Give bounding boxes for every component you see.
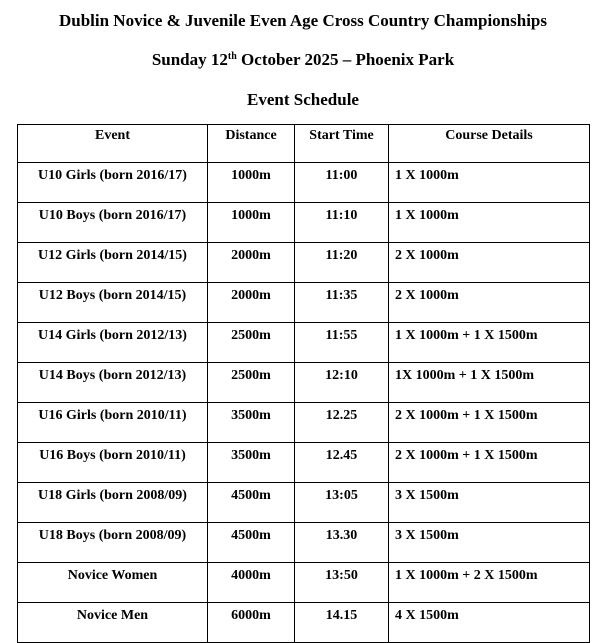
start-time-cell: 12.45 (295, 443, 389, 483)
schedule-heading: Event Schedule (247, 90, 359, 109)
start-time-cell: 11:10 (295, 203, 389, 243)
event-cell: U18 Boys (born 2008/09) (18, 523, 208, 563)
event-cell: U16 Boys (born 2010/11) (18, 443, 208, 483)
course-details-cell: 1 X 1000m + 1 X 1500m (389, 323, 590, 363)
start-time-cell: 13:05 (295, 483, 389, 523)
table-row (18, 483, 590, 523)
start-time-cell: 12:10 (295, 363, 389, 403)
start-time-cell: 11:55 (295, 323, 389, 363)
date-prefix: Sunday 12 (151, 50, 228, 69)
start-time-cell: 13.30 (295, 523, 389, 563)
course-details-cell: 2 X 1000m (389, 283, 590, 323)
distance-cell: 6000m (208, 603, 295, 643)
event-cell: U18 Girls (born 2008/09) (18, 483, 208, 523)
distance-cell: 3500m (208, 443, 295, 483)
course-details-cell: 3 X 1500m (389, 483, 590, 523)
table-row (18, 243, 590, 283)
event-cell: U10 Boys (born 2016/17) (18, 203, 208, 243)
event-cell: U14 Boys (born 2012/13) (18, 363, 208, 403)
start-time-cell: 12.25 (295, 403, 389, 443)
table-row (18, 163, 590, 203)
column-header-event: Event (18, 125, 208, 163)
start-time-cell: 11:35 (295, 283, 389, 323)
table-row (18, 203, 590, 243)
date-suffix: October 2025 – Phoenix Park (236, 50, 455, 69)
column-header-distance: Distance (208, 125, 295, 163)
table-row (18, 523, 590, 563)
course-details-cell: 2 X 1000m (389, 243, 590, 283)
table-row (18, 363, 590, 403)
event-date-location (0, 50, 606, 70)
course-details-cell: 1X 1000m + 1 X 1500m (389, 363, 590, 403)
course-details-cell: 4 X 1500m (389, 603, 590, 643)
start-time-cell: 11:00 (295, 163, 389, 203)
event-cell: Novice Women (18, 563, 208, 603)
event-cell: Novice Men (18, 603, 208, 643)
table-row (18, 403, 590, 443)
event-cell: U16 Girls (born 2010/11) (18, 403, 208, 443)
table-header-row (18, 125, 590, 163)
table-row (18, 603, 590, 643)
distance-cell: 2500m (208, 363, 295, 403)
distance-cell: 3500m (208, 403, 295, 443)
column-header-start-time: Start Time (295, 125, 389, 163)
course-details-cell: 2 X 1000m + 1 X 1500m (389, 403, 590, 443)
distance-cell: 4000m (208, 563, 295, 603)
distance-cell: 4500m (208, 523, 295, 563)
table-row (18, 443, 590, 483)
course-details-cell: 1 X 1000m (389, 203, 590, 243)
table-row (18, 563, 590, 603)
distance-cell: 2000m (208, 283, 295, 323)
course-details-cell: 1 X 1000m + 2 X 1500m (389, 563, 590, 603)
start-time-cell: 11:20 (295, 243, 389, 283)
event-schedule-table (17, 124, 590, 643)
distance-cell: 2000m (208, 243, 295, 283)
course-details-cell: 3 X 1500m (389, 523, 590, 563)
course-details-cell: 1 X 1000m (389, 163, 590, 203)
column-header-course-details: Course Details (389, 125, 590, 163)
document-title: Dublin Novice & Juvenile Even Age Cross Country Championships (58, 11, 548, 30)
event-cell: U12 Boys (born 2014/15) (18, 283, 208, 323)
start-time-cell: 13:50 (295, 563, 389, 603)
table-row (18, 283, 590, 323)
distance-cell: 1000m (208, 203, 295, 243)
table-row (18, 323, 590, 363)
course-details-cell: 2 X 1000m + 1 X 1500m (389, 443, 590, 483)
start-time-cell: 14.15 (295, 603, 389, 643)
event-cell: U10 Girls (born 2016/17) (18, 163, 208, 203)
distance-cell: 2500m (208, 323, 295, 363)
date-ordinal-suffix: th (227, 51, 237, 62)
event-cell: U12 Girls (born 2014/15) (18, 243, 208, 283)
event-cell: U14 Girls (born 2012/13) (18, 323, 208, 363)
distance-cell: 1000m (208, 163, 295, 203)
distance-cell: 4500m (208, 483, 295, 523)
